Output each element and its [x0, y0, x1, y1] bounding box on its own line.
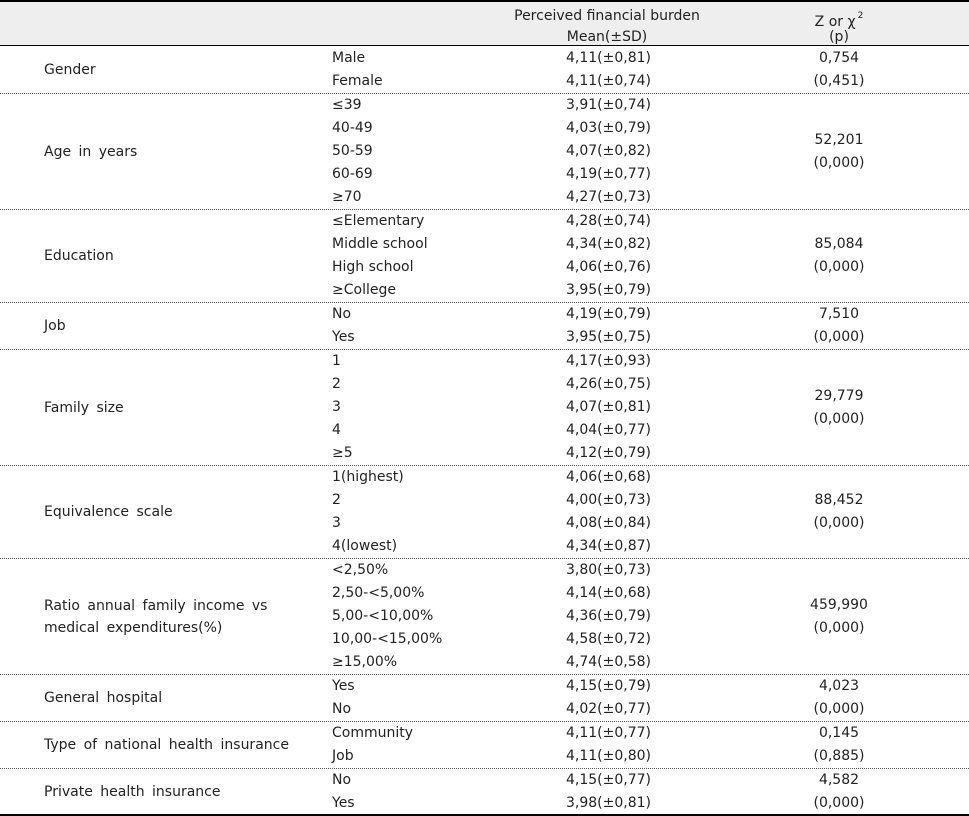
mean-sd-value: 3,80(±0,73)	[566, 562, 651, 578]
table-group	[0, 303, 969, 350]
burden-header-line2: Mean(±SD)	[566, 29, 648, 45]
subgroup-label: High school	[332, 259, 414, 275]
table-row	[0, 559, 969, 582]
mean-sd-value: 4,00(±0,73)	[566, 492, 651, 508]
mean-sd-value: 4,12(±0,79)	[566, 445, 651, 461]
subgroup-label: ≤Elementary	[332, 213, 425, 229]
test-statistic	[795, 594, 883, 640]
mean-sd-value: 4,19(±0,77)	[566, 166, 651, 182]
statistic-value: 52,201	[814, 131, 864, 148]
group-label-line: Type of national health insurance	[44, 737, 289, 753]
subgroup-label: 50-59	[332, 143, 373, 159]
subgroup-label: 2,50-<5,00%	[332, 585, 425, 601]
table-row	[0, 535, 969, 558]
mean-sd-value: 4,58(±0,72)	[566, 631, 651, 647]
subgroup-label: ≤39	[332, 97, 362, 113]
stat-header-text: Z or χ	[814, 14, 856, 30]
table-group	[0, 210, 969, 303]
test-statistic	[795, 129, 883, 175]
subgroup-label: Male	[332, 50, 366, 66]
subgroup-label: Yes	[332, 795, 355, 811]
mean-sd-value: 4,15(±0,77)	[566, 772, 651, 788]
table-row	[0, 210, 969, 233]
stat-header-line2: (p)	[829, 29, 849, 45]
table-row	[0, 651, 969, 674]
group-label-line: General hospital	[44, 690, 163, 706]
table-row	[0, 442, 969, 465]
mean-sd-value: 4,08(±0,84)	[566, 515, 651, 531]
p-value: (0,000)	[813, 259, 865, 275]
subgroup-label: No	[332, 306, 352, 322]
table-group	[0, 466, 969, 559]
subgroup-label: Yes	[332, 678, 355, 694]
test-statistic	[795, 47, 883, 93]
statistic-value: 459,990	[810, 596, 868, 613]
subgroup-label: Female	[332, 73, 383, 89]
test-statistic	[795, 303, 883, 349]
test-statistic	[795, 385, 883, 431]
mean-sd-value: 4,26(±0,75)	[566, 376, 651, 392]
subgroup-label: Community	[332, 725, 414, 741]
mean-sd-value: 4,07(±0,82)	[566, 143, 651, 159]
table-group	[0, 350, 969, 466]
table-group	[0, 722, 969, 769]
group-label-line: Gender	[44, 62, 96, 78]
mean-sd-value: 4,34(±0,87)	[566, 538, 651, 554]
table-row	[0, 279, 969, 302]
table-group	[0, 94, 969, 210]
mean-sd-value: 4,11(±0,74)	[566, 73, 651, 89]
subgroup-label: Middle school	[332, 236, 428, 252]
mean-sd-value: 4,34(±0,82)	[566, 236, 651, 252]
test-statistic	[795, 769, 883, 815]
statistic-value: 29,779	[814, 387, 864, 404]
mean-sd-value: 4,06(±0,68)	[566, 469, 651, 485]
subgroup-label: Job	[332, 748, 354, 764]
test-statistic	[795, 233, 883, 279]
test-statistic	[795, 722, 883, 768]
mean-sd-value: 4,04(±0,77)	[566, 422, 651, 438]
table-group	[0, 559, 969, 675]
statistic-value: 4,582	[818, 772, 860, 788]
table-group	[0, 769, 969, 816]
table-row	[0, 186, 969, 209]
p-value: (0,000)	[813, 410, 865, 427]
mean-sd-value: 3,95(±0,79)	[566, 282, 651, 298]
mean-sd-value: 4,11(±0,77)	[566, 725, 651, 741]
table-header	[0, 0, 969, 46]
group-label-line: medical expenditures(%)	[44, 619, 223, 636]
subgroup-label: 1	[332, 353, 341, 369]
p-value: (0,000)	[813, 329, 865, 345]
subgroup-label: 3	[332, 515, 341, 531]
statistic-value: 85,084	[814, 236, 864, 252]
subgroup-label: 1(highest)	[332, 469, 404, 485]
subgroup-label: No	[332, 772, 352, 788]
p-value: (0,451)	[813, 73, 865, 89]
test-statistic	[795, 675, 883, 721]
p-value: (0,000)	[813, 619, 865, 636]
mean-sd-value: 4,74(±0,58)	[566, 654, 651, 670]
group-label-line: Private health insurance	[44, 783, 221, 800]
mean-sd-value: 4,19(±0,79)	[566, 306, 651, 322]
subgroup-label: 2	[332, 376, 341, 392]
p-value: (0,000)	[813, 701, 865, 717]
p-value: (0,000)	[813, 795, 865, 811]
test-statistic	[795, 489, 883, 535]
mean-sd-value: 3,98(±0,81)	[566, 795, 651, 811]
p-value: (0,885)	[813, 748, 865, 764]
subgroup-label: 60-69	[332, 166, 373, 182]
group-label-line: Age in years	[44, 143, 138, 160]
table-group	[0, 675, 969, 722]
group-label-line: Ratio annual family income vs	[44, 597, 268, 614]
p-value: (0,000)	[813, 515, 865, 531]
mean-sd-value: 3,95(±0,75)	[566, 329, 651, 345]
group-label-line: Job	[44, 318, 66, 334]
subgroup-label: Yes	[332, 329, 355, 345]
p-value: (0,000)	[813, 154, 865, 171]
mean-sd-value: 4,28(±0,74)	[566, 213, 651, 229]
mean-sd-value: 4,27(±0,73)	[566, 189, 651, 205]
statistic-value: 0,145	[818, 725, 860, 741]
subgroup-label: No	[332, 701, 352, 717]
subgroup-label: 4	[332, 422, 341, 438]
subgroup-label: 2	[332, 492, 341, 508]
statistic-value: 88,452	[814, 492, 864, 508]
burden-header-line1: Perceived financial burden	[514, 8, 700, 24]
statistic-value: 7,510	[818, 306, 860, 322]
table-group	[0, 47, 969, 94]
statistic-value: 4,023	[818, 678, 860, 694]
table-row	[0, 466, 969, 489]
subgroup-label: 3	[332, 399, 341, 415]
mean-sd-value: 4,17(±0,93)	[566, 353, 651, 369]
mean-sd-value: 4,06(±0,76)	[566, 259, 651, 275]
subgroup-label: ≥5	[332, 445, 353, 461]
statistic-value: 0,754	[818, 50, 860, 66]
subgroup-label: <2,50%	[332, 562, 389, 578]
subgroup-label: ≥70	[332, 189, 362, 205]
subgroup-label: ≥College	[332, 282, 396, 298]
mean-sd-value: 4,07(±0,81)	[566, 399, 651, 415]
mean-sd-value: 4,11(±0,80)	[566, 748, 651, 764]
subgroup-label: 5,00-<10,00%	[332, 608, 434, 624]
mean-sd-value: 4,15(±0,79)	[566, 678, 651, 694]
table-row	[0, 94, 969, 117]
mean-sd-value: 3,91(±0,74)	[566, 97, 651, 113]
table-row	[0, 350, 969, 373]
subgroup-label: 4(lowest)	[332, 538, 398, 554]
mean-sd-value: 4,36(±0,79)	[566, 608, 651, 624]
mean-sd-value: 4,03(±0,79)	[566, 120, 651, 136]
group-label-line: Equivalence scale	[44, 504, 173, 520]
mean-sd-value: 4,11(±0,81)	[566, 50, 651, 66]
mean-sd-value: 4,14(±0,68)	[566, 585, 651, 601]
subgroup-label: ≥15,00%	[332, 654, 398, 670]
group-label-line: Education	[44, 248, 114, 264]
mean-sd-value: 4,02(±0,77)	[566, 701, 651, 717]
subgroup-label: 40-49	[332, 120, 373, 136]
subgroup-label: 10,00-<15,00%	[332, 631, 443, 647]
stat-header-superscript: 2	[857, 11, 864, 21]
group-label-line: Family size	[44, 399, 124, 416]
